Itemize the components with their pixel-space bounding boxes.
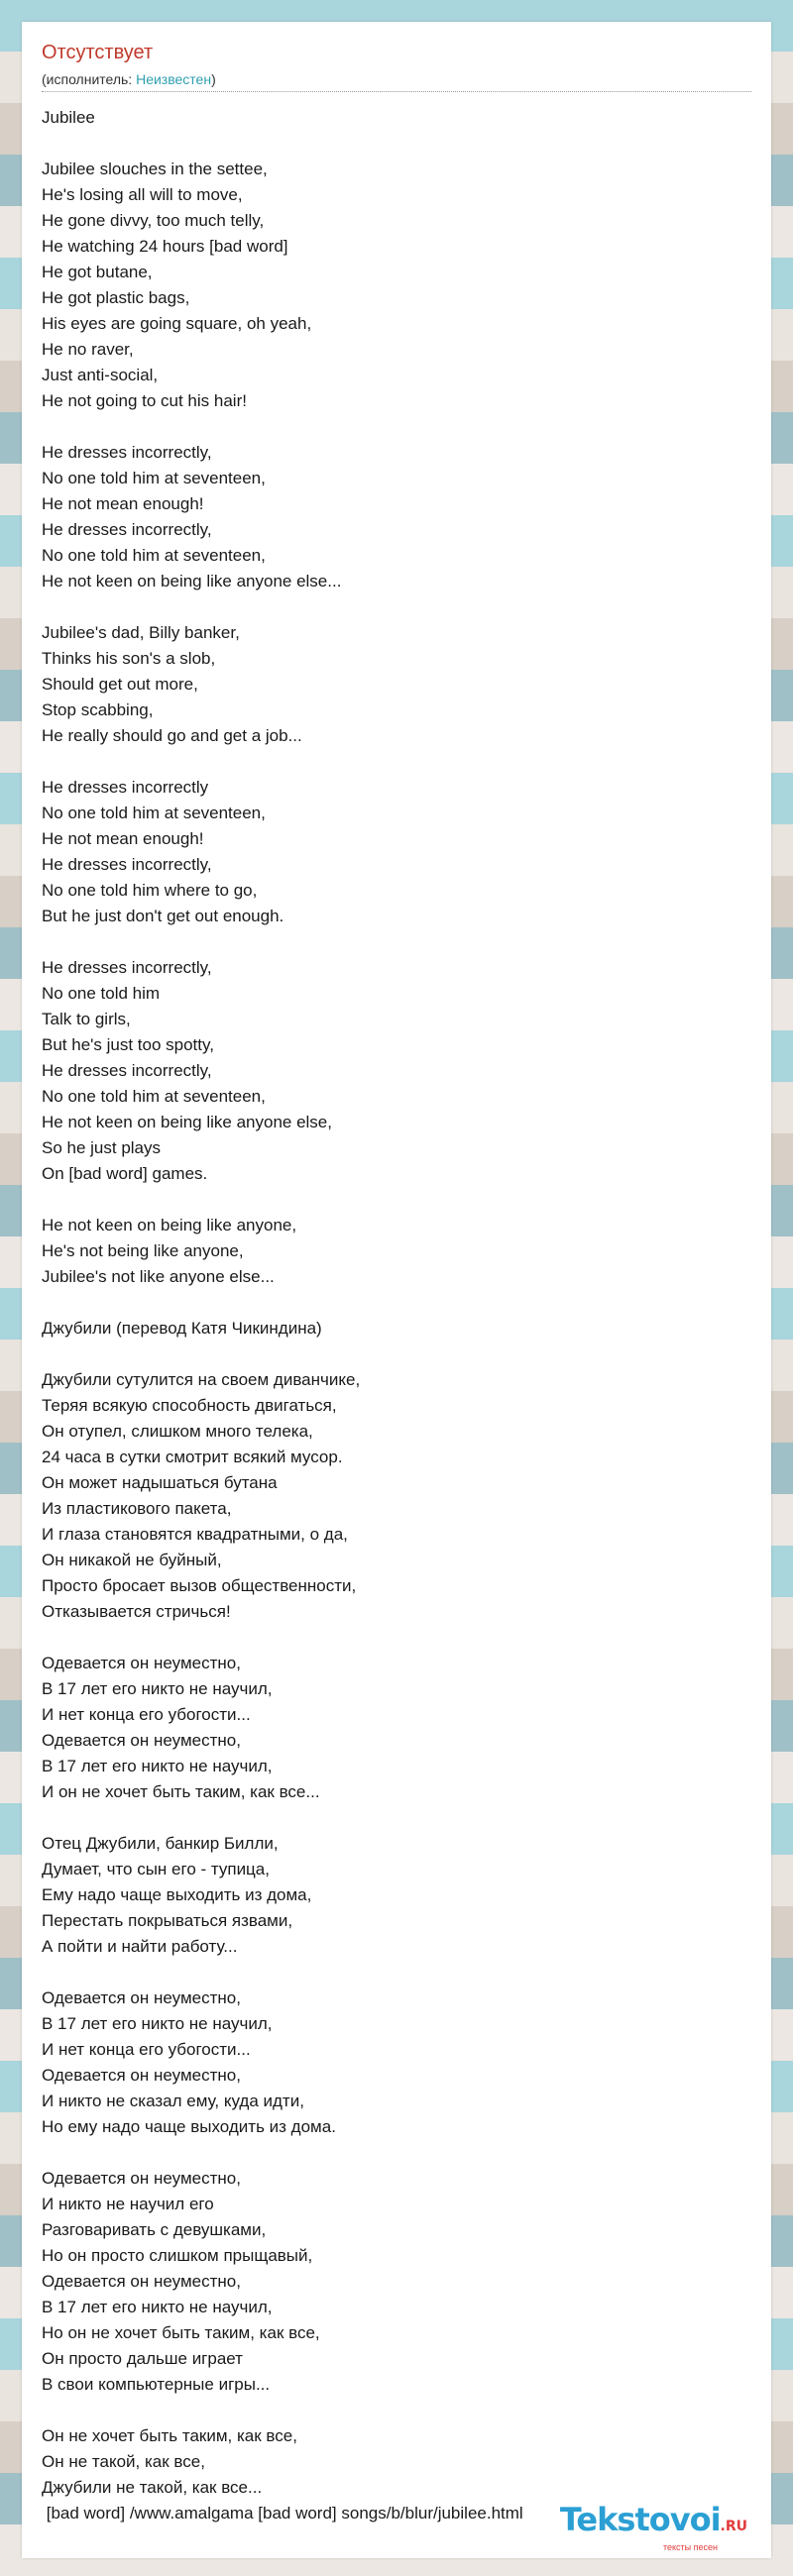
lyric-line: В 17 лет его никто не научил, (42, 2014, 273, 2033)
lyric-line: Из пластикового пакета, (42, 1499, 232, 1518)
logo-tld: .RU (720, 2519, 747, 2534)
lyric-line (42, 414, 751, 440)
lyric-line: Он просто дальше играет (42, 2349, 243, 2368)
lyric-line: No one told him at seventeen, (42, 546, 266, 565)
lyric-line: No one told him (42, 984, 161, 1003)
lyric-line: He not keen on being like anyone, (42, 1216, 297, 1234)
lyric-line: Thinks his son's a slob, (42, 649, 216, 668)
lyric-line (42, 1805, 751, 1831)
lyric-line: [bad word] /www.amalgama [bad word] songs/b/blur/jubilee.html (42, 2504, 523, 2522)
lyric-line: He gone divvy, too much telly, (42, 211, 265, 230)
lyric-line: Одевается он неуместно, (42, 2169, 241, 2188)
lyric-line: Отказывается стричься! (42, 1602, 231, 1621)
lyric-line: Он отупел, слишком много телека, (42, 1422, 313, 1441)
lyric-line (42, 1625, 751, 1651)
lyric-line (42, 929, 751, 955)
lyric-line: Одевается он неуместно, (42, 2066, 241, 2085)
lyric-line: Джубили сутулится на своем диванчике, (42, 1370, 361, 1389)
lyric-line (42, 1342, 751, 1367)
lyric-line: Он может надышаться бутана (42, 1473, 278, 1492)
lyric-line: Talk to girls, (42, 1010, 131, 1028)
lyric-line: He really should go and get a job... (42, 726, 302, 745)
lyric-line: He got butane, (42, 263, 153, 281)
lyric-line: И никто не сказал ему, куда идти, (42, 2092, 304, 2110)
lyric-line: He dresses incorrectly, (42, 520, 212, 539)
lyric-line: He dresses incorrectly, (42, 443, 212, 462)
site-logo[interactable] (559, 2501, 747, 2552)
lyric-line: Одевается он неуместно, (42, 2272, 241, 2291)
lyric-line: Но он не хочет быть таким, как все, (42, 2323, 320, 2342)
lyric-line: He's not being like anyone, (42, 1241, 244, 1260)
lyric-line: Jubilee's dad, Billy banker, (42, 623, 240, 642)
lyric-line: He not mean enough! (42, 494, 204, 513)
lyric-line: But he's just too spotty, (42, 1035, 214, 1054)
lyric-line: He not keen on being like anyone else, (42, 1113, 332, 1131)
lyric-line: He not mean enough! (42, 829, 204, 848)
lyric-line (42, 594, 751, 620)
lyric-line: И он не хочет быть таким, как все... (42, 1782, 320, 1801)
lyric-line: On [bad word] games. (42, 1164, 208, 1183)
lyric-line: И глаза становятся квадратными, о да, (42, 1525, 348, 1544)
artist-prefix: (исполнитель: (42, 71, 137, 87)
lyric-line (42, 2140, 751, 2166)
lyric-line: Отец Джубили, банкир Билли, (42, 1834, 279, 1853)
lyric-line: И никто не научил его (42, 2195, 214, 2213)
lyric-line: He dresses incorrectly, (42, 958, 212, 977)
lyric-line: И нет конца его убогости... (42, 1705, 251, 1724)
lyric-line: Он не хочет быть таким, как все, (42, 2426, 297, 2445)
lyric-line: Просто бросает вызов общественности, (42, 1576, 357, 1595)
lyric-line: He dresses incorrectly (42, 778, 209, 797)
logo-tagline: тексты песен (662, 2542, 718, 2552)
artist-link[interactable]: Неизвестен (136, 71, 212, 87)
lyric-line (42, 131, 751, 157)
lyric-line: Теряя всякую способность двигаться, (42, 1396, 337, 1415)
logo-text: Tekstovoi (559, 2501, 721, 2538)
lyric-line (42, 2398, 751, 2423)
lyrics-text (42, 105, 751, 2526)
lyric-line (42, 1290, 751, 1316)
lyric-line: В 17 лет его никто не научил, (42, 1679, 273, 1698)
lyric-line: He watching 24 hours [bad word] (42, 237, 288, 256)
lyric-line: He not going to cut his hair! (42, 391, 247, 410)
lyric-line: Разговаривать с девушками, (42, 2220, 267, 2239)
lyric-line: Jubilee slouches in the settee, (42, 160, 268, 178)
lyric-line: So he just plays (42, 1138, 162, 1157)
lyric-line: No one told him at seventeen, (42, 1087, 266, 1106)
song-title: Отсутствует (42, 42, 154, 63)
lyric-line: He dresses incorrectly, (42, 1061, 212, 1080)
lyric-line: Он никакой не буйный, (42, 1551, 222, 1569)
lyric-line: В свои компьютерные игры... (42, 2375, 271, 2394)
artist-suffix: ) (211, 71, 216, 87)
lyric-line: Одевается он неуместно, (42, 1988, 241, 2007)
lyric-line: Думает, что сын его - тупица, (42, 1860, 270, 1878)
lyric-line: И нет конца его убогости... (42, 2040, 251, 2059)
lyric-line: But he just don't get out enough. (42, 907, 284, 925)
lyric-line: Одевается он неуместно, (42, 1654, 241, 1672)
lyric-line: В 17 лет его никто не научил, (42, 1757, 273, 1775)
lyric-line (42, 1960, 751, 1986)
lyric-line: He's losing all will to move, (42, 185, 243, 204)
artist-line (42, 71, 216, 87)
lyric-line: No one told him where to go, (42, 881, 258, 900)
lyric-line: В 17 лет его никто не научил, (42, 2298, 273, 2316)
lyric-line: А пойти и найти работу... (42, 1937, 238, 1956)
lyric-line: Но он просто слишком прыщавый, (42, 2246, 313, 2265)
lyric-line: No one told him at seventeen, (42, 804, 266, 822)
lyric-line: Джубили не такой, как все... (42, 2478, 263, 2497)
lyric-line (42, 1187, 751, 1213)
lyric-line: Он не такой, как все, (42, 2452, 205, 2471)
lyric-line: No one told him at seventeen, (42, 469, 266, 487)
lyric-line: Just anti-social, (42, 366, 159, 384)
lyrics-card (22, 22, 771, 2558)
lyric-line: Джубили (перевод Катя Чикиндина) (42, 1319, 322, 1338)
lyric-line: Jubilee (42, 108, 95, 127)
lyric-line: His eyes are going square, oh yeah, (42, 314, 312, 333)
lyric-line: Stop scabbing, (42, 700, 154, 719)
lyric-line: He got plastic bags, (42, 288, 190, 307)
lyric-line: Одевается он неуместно, (42, 1731, 241, 1750)
lyric-line: Ему надо чаще выходить из дома, (42, 1885, 312, 1904)
lyric-line: Jubilee's not like anyone else... (42, 1267, 275, 1286)
lyric-line: Should get out more, (42, 675, 198, 694)
lyric-line: Перестать покрываться язвами, (42, 1911, 293, 1930)
divider (42, 91, 751, 92)
lyric-line: He no raver, (42, 340, 134, 359)
lyric-line (42, 749, 751, 775)
lyric-line: He dresses incorrectly, (42, 855, 212, 874)
lyric-line: Но ему надо чаще выходить из дома. (42, 2117, 336, 2136)
lyric-line: 24 часа в сутки смотрит всякий мусор. (42, 1448, 343, 1466)
lyric-line: He not keen on being like anyone else... (42, 572, 342, 590)
